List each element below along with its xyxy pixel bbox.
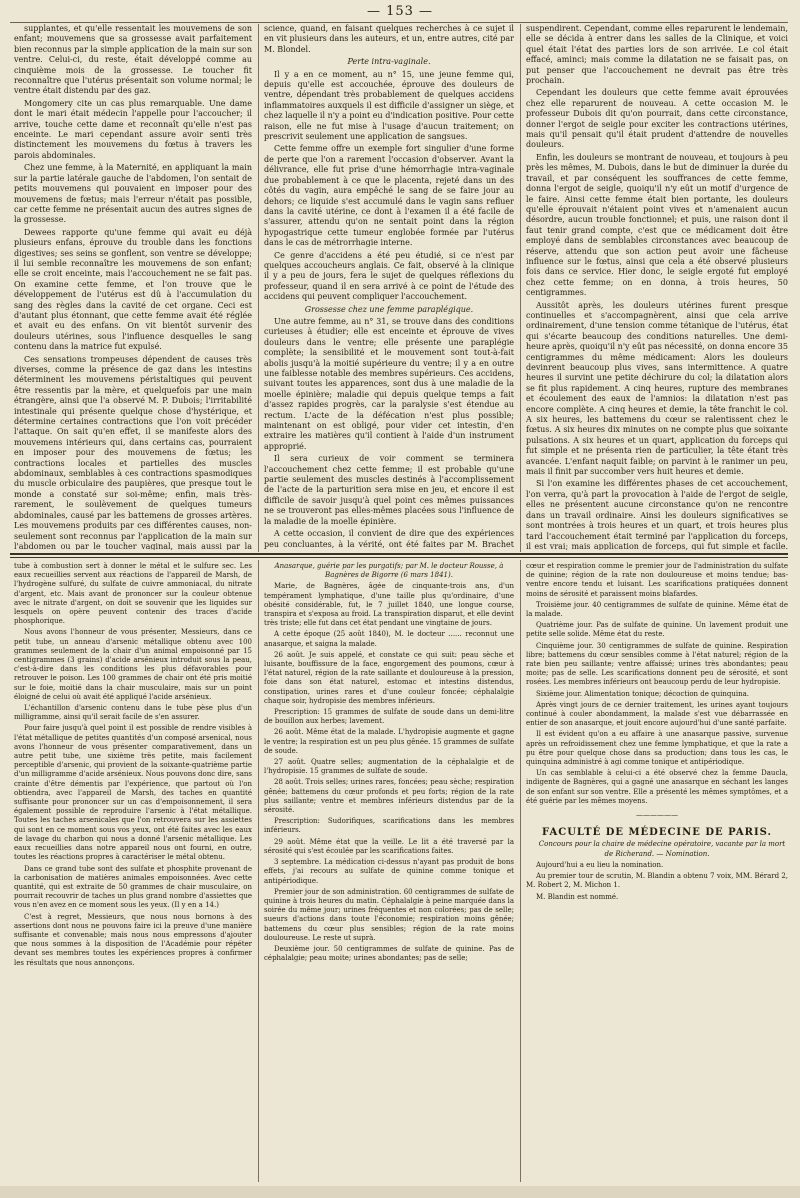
paragraph: Deuxième jour. 50 centigrammes de sulfate de quinine. Pas de céphalalgie; peau moite; urines abondantes; pas de selle; [264, 944, 514, 963]
paragraph: Nous avons l'honneur de vous présenter, Messieurs, dans ce petit tube, un anneau d'arsenic métallique obtenu avec 100 grammes seulement de la chair d'un animal empoisonné par 15 centigrammes (3 grains) d'acide arsénieux introduit sous la peau, c'est-à-dire dans les conditions les plus défavorables pour retrouver le poison. Les 100 grammes de chair ont été pris moitié sur le foie, moitié dans la chair musculaire, mais sur un point éloigné de celui où avait été appliqué l'acide arsénieux. [14, 628, 252, 701]
paragraph: L'échantillon d'arsenic contenu dans le tube pèse plus d'un milligramme, ainsi qu'il serait facile de s'en assurer. [14, 704, 252, 722]
page-bottom-margin [0, 1186, 800, 1198]
paragraph: Enfin, les douleurs se montrant de nouveau, et toujours à peu près les mêmes, M. Dubois, dans le but de diminuer la durée du travail, et par conséquent les souffrances de cette femme, donna l'ergot de seigle, quoiqu'il n'y eût un motif d'urgence de le faire. Ainsi cette femme était bien portante, les douleurs qu'elle éprouvait n'étaient point vives et n'amenaient aucun désordre, aucun trouble fonctionnel; et puis, une raison dont il faut tenir grand compte, c'est que ce médicament doit être employé dans de semblables circonstances avec beaucoup de réserve, attendu que son action peut avoir une fâcheuse influence sur le fœtus, ainsi que cela a été observé plusieurs fois dans ce service. Hier donc, le seigle ergoté fut employé chez cette femme; on en donna, à trois heures, 50 centigrammes. [526, 152, 788, 298]
paragraph: Pour faire jusqu'à quel point il est possible de rendre visibles à l'état métallique de petites quantités d'un composé arsenical, nous avons l'honneur de vous présenter comparativement, dans un autre petit tube, une sixième très petite, mais facilement perceptible d'arsenic, qui provient de la soixante-quatrième partie d'un milligramme d'acide arsénieux. Nous pouvons donc dire, sans crainte d'être démentis par l'expérience, que partout où l'on obtiendra, avec l'appareil de Marsh, des taches en quantité suffisante pour prononcer sur un cas d'empoisonnement, il sera également possible de reproduire l'arsenic à l'état métallique. Toutes les taches arsenicales que l'on retrouvera sur les assiettes qui sont en ce moment sous vos yeux, ont été faites avec les eaux de lavage du charbon qui nous a donné l'arsenic métallique. Les eaux recueillies dans notre appareil nous ont fourni, en outre, toutes les réactions propres à caractériser le métal obtenu. [14, 724, 252, 862]
ornament-divider: —————— [636, 811, 678, 820]
paragraph: Cinquième jour. 30 centigrammes de sulfate de quinine. Respiration libre; battemens du cœur sensibles comme à l'état naturel; région de la rate bien peu saillante; ventre affaissé; urines très abondantes; peau moite; pas de selle. Les scarifications donnent peu de sérosité, et sont rosées. Les membres inférieurs ont beaucoup perdu de leur hydropisie. [526, 641, 788, 687]
paragraph: Dans ce grand tube sont des sulfate et phosphite provenant de la carbonisation de matières animales empoisonnées. Avec cette quantité, qui est extraite de 50 grammes de chair musculaire, on pourrait recouvrir de taches un plus grand nombre d'assiettes que vous n'en avez en ce moment sous les yeux. (Il y en a 14.) [14, 864, 252, 910]
paragraph: M. Blandin est nommé. [536, 892, 619, 901]
paragraph: Prescription: Sudorifiques, scarifications dans les membres inférieurs. [264, 817, 514, 835]
top-column-1 [14, 24, 252, 550]
paragraph: A cette occasion, il convient de dire que des expériences peu concluantes, à la vérité, ont été faites par M. Brachet [264, 529, 514, 549]
column-divider [520, 560, 521, 1182]
paragraph: Ce genre d'accidens a été peu étudié, si ce n'est par quelques accoucheurs anglais. Ce fait, observé à la clinique il y a peu de jours, fera le sujet de quelques réflexions du professeur, quand il en sera arrivé à ce point de l'étude des accidens qui peuvent compliquer l'accouchement. [264, 250, 514, 302]
paragraph: 26 août. Même état de la malade. L'hydropisie augmente et gagne le ventre; la respiration est un peu plus gênée. 15 grammes de sulfate de soude. [264, 728, 514, 755]
paragraph: C'est à regret, Messieurs, que nous nous bornons à des assertions dont nous ne pouvons faire ici la preuve d'une manière suffisante et convenable; mais nous nous empressons d'ajouter que nous sommes à la disposition de l'Académie pour répéter devant ses membres toutes les expériences propres à confirmer les résultats que nous annonçons. [14, 912, 252, 967]
paragraph: Si l'on examine les différentes phases de cet accouchement, l'on verra, qu'à part la provocation à l'aide de l'ergot de seigle, elles ne présentent aucune circonstance qu'on ne rencontre dans un travail ordinaire. Ainsi les douleurs significatives se sont montrées à trois heures et un quart, et trois heures plus tard l'accouchement était terminé par l'application du forceps, il est vrai; mais application de forceps, qui fut simple et facile. [526, 479, 788, 550]
section-heading: Perte intra-vaginale. [347, 57, 431, 67]
paragraph: Aussitôt après, les douleurs utérines furent presque continuelles et s'accompagnèrent, ainsi que cela arrive ordinairement, d'une tension comme tétanique de l'utérus, état qui s'écarte beaucoup des conditions naturelles. Une demi-heure après, quoiqu'il n'y eût pas nécessité, on donna encore 35 centigrammes du même médicament: Alors les douleurs devinrent beaucoup plus vives, sans intermittence. A quatre heures il survint une petite déchirure du col; la dilatation alors se fit plus rapidement. A cinq heures, rupture des membranes et écoulement des eaux de l'amnios: la dilatation n'est pas encore complète. A cinq heures et demie, la tête franchit le col. A six heures, les battemens du cœur se ralentissent chez le fœtus. A six heures dix minutes on ne compte plus que soixante pulsations. A six heures et un quart, application du forceps qui fut simple et ne présenta rien de particulier, la tête étant très avancée. L'enfant naquit faible; on parvint à le ranimer un peu, mais il finit par succomber vers huit heures et demie. [526, 300, 788, 477]
paragraph: supplantes, et qu'elle ressentait les mouvemens de son enfant; mouvemens que sa grossesse avait parfaitement bien reconnus par la simple application de la main sur son ventre. Celui-ci, du reste, était développé comme au cinquième mois de la grossesse. Le toucher fit reconnaître que l'utérus présentait son volume normal; le ventre était distendu par des gaz. [14, 24, 252, 96]
top-rule [10, 22, 788, 23]
section-divider-thin [10, 557, 788, 558]
paragraph: 26 août. Je suis appelé, et constate ce qui suit: peau sèche et luisante, bouffissure de la face, engorgement des poumons, cœur à l'état naturel, région de la rate saillante et douloureuse à la pression, foie dans son état naturel, estomac et intestins distendus, constipation, urines rares et d'une couleur foncée; céphalalgie chaque soir, hydropisie des membres inférieurs. [264, 650, 514, 705]
paragraph: Quatrième jour. Pas de sulfate de quinine. Un lavement produit une petite selle solide. Même état du reste. [526, 621, 788, 639]
paragraph: 28 août. Trois selles; urines rares, foncées; peau sèche; respiration gênée; battemens du cœur profonds et peu forts; région de la rate plus saillante; ventre et membres inférieurs distendus par de la sérosité. [264, 778, 514, 815]
paragraph: Mongomery cite un cas plus remarquable. Une dame dont le mari était médecin l'appelle pour l'accoucher; il arrive, touche cette dame et reconnaît qu'elle n'est pas enceinte. Le mari cependant assure avoir senti très distinctement les mouvemens du fœtus à travers les parois abdominales. [14, 98, 252, 160]
paragraph: 27 août. Quatre selles; augmentation de la céphalalgie et de l'hydropisie. 15 grammes de sulfate de soude. [264, 758, 514, 776]
section-divider [10, 553, 788, 555]
paragraph: Chez une femme, à la Maternité, en appliquant la main sur la partie latérale gauche de l'abdomen, l'on sentait de petits mouvemens qui pouvaient en imposer pour des mouvemens de fœtus; mais l'erreur n'était pas possible, car cette femme ne présentait aucun des autres signes de la grossesse. [14, 163, 252, 225]
paragraph: Après vingt jours de ce dernier traitement, les urines ayant toujours continué à couler abondamment, la malade s'est vue débarrassée en entier de son anasarque, et jouit encore aujourd'hui d'une santé parfaite. [526, 700, 788, 728]
paragraph: Une autre femme, au n° 31, se trouve dans des conditions curieuses à étudier; elle est enceinte et éprouve de vives douleurs dans le ventre; elle présente une paraplégie complète; la sensibilité et le mouvement sont tout-à-fait abolis jusqu'à la moitié supérieure du ventre; il y a en outre une faiblesse notable des membres supérieurs. Ces accidens, suivant toutes les apparences, sont dus à une maladie de la moelle épinière; maladie qui depuis quelque temps a fait d'assez rapides progrès, car la paralysie s'est étendue au rectum. L'acte de la défécation n'est plus possible; maintenant on est obligé, pour vider cet intestin, d'en extraire les matières qu'il contient à l'aide d'un instrument approprié. [264, 316, 514, 451]
top-column-2 [264, 24, 514, 550]
paragraph: A cette époque (25 août 1840), M. le docteur ...... reconnut une anasarque, et saigna la malade. [264, 630, 514, 648]
paragraph: Il est évident qu'on a eu affaire à une anasarque passive, survenue après un refroidissement chez une femme lymphatique, et que la rate a pu être pour quelque chose dans sa production; dans tous les cas, le quinquina administré à agi comme tonique et antipériodique. [526, 730, 788, 767]
paragraph: Cette femme offre un exemple fort singulier d'une forme de perte que l'on a rarement l'occasion d'observer. Avant la délivrance, elle fut prise d'une hémorrhagie intra-vaginale due probablement à ce que le placenta, rejeté dans un des côtés du vagin, aura empêché le sang de se faire jour au dehors; ce liquide s'est accumulé dans le vagin sans refluer dans la cavité utérine, ce dont à l'examen il a été facile de s'assurer, attendu qu'on ne sentait point dans la région hypogastrique cette tumeur englobée formée par l'utérus dans le cas de métrorrhagie interne. [264, 144, 514, 248]
faculty-heading: FACULTÉ DE MÉDECINE DE PARIS. [541, 827, 772, 839]
column-divider [520, 24, 521, 552]
paragraph: Ces sensations trompeuses dépendent de causes très diverses, comme la présence de gaz dans les intestins déterminent les mouvemens péristaltiques qui peuvent être ressentis par la mère, et quelquefois par une main étrangère, ainsi que l'a observé M. P. Dubois; l'irritabilité intestinale qui présente quelque chose d'hystérique, et détermine certaines contractions que l'on voit précéder l'attaque. On sait qu'en effet, il se manifeste alors des mouvemens intérieurs qui, dans certains cas, pourraient en imposer pour des mouvemens de fœtus; les contractions locales et partielles des muscles abdominaux, semblables à ces contractions spasmodiques du muscle orbiculaire des paupières, que presque tout le monde a constaté sur soi-même; enfin, mais très-rarement, le soulèvement de quelques tumeurs abdominales, causé par les battemens de grosses artères. Les mouvemens produits par ces différentes causes, non-seulement sont reconnus par l'application de la main sur l'abdomen ou par le toucher vaginal, mais aussi par la [14, 354, 252, 550]
paragraph: Marie, de Bagnères, âgée de cinquante-trois ans, d'un tempérament lymphatique, d'une taille plus qu'ordinaire, d'une obésité considérable, fut, le 7 juillet 1840, une longue course, transpira et s'exposa au froid. La transpiration disparut, et elle devint très triste; elle fut dans cet état pendant une vingtaine de jours. [264, 582, 514, 628]
column-divider [258, 24, 259, 552]
page-number: — 153 — [366, 4, 434, 19]
paragraph: Troisième jour. 40 centigrammes de sulfate de quinine. Même état de la malade. [526, 600, 788, 619]
paragraph: Un cas semblable à celui-ci a été observé chez la femme Daucla, indigente de Bagnères, qui a gagné une anasarque en séchant les langes de son enfant sur son ventre. Elle a présenté les mêmes symptômes, et a été guérie par les mêmes moyens. [526, 769, 788, 805]
paragraph: cœur et respiration comme le premier jour de l'administration du sulfate de quinine; région de la rate non douloureuse et moins tendue; bas-ventre encore tendu et luisant. Les scarifications pratiquées donnent moins de sérosité et paraissent moins blafardes. [526, 562, 788, 598]
paragraph: Il sera curieux de voir comment se terminera l'accouchement chez cette femme; il est probable qu'une partie seulement des muscles destinés à l'accomplissement de l'acte de la parturition sera mise en jeu, et encore il est difficile de savoir jusqu'à quel point ces mêmes puissances ne se trouveront pas elles-mêmes placées sous l'influence de la maladie de la moelle épinière. [264, 454, 514, 526]
paragraph: Sixième jour. Alimentation tonique; décoction de quinquina. [536, 689, 749, 698]
article-title: Anasarque, guérie par les purgatifs; par M. le docteur Rousse, à Bagnères de Bigorre (6 mars 1841). [274, 562, 504, 580]
paragraph: Cependant les douleurs que cette femme avait éprouvées chez elle reparurent de nouveau. A cette occasion M. le professeur Dubois dit qu'on pourrait, dans cette circonstance, donner l'ergot de seigle pour exciter les contractions utérines, mais qu'il pensait qu'il était prudent d'attendre de nouvelles douleurs. [526, 88, 788, 150]
bottom-column-3 [526, 562, 788, 1182]
paragraph: science, quand, en faisant quelques recherches à ce sujet il en vit plusieurs dans les auteurs, et un, entre autres, cité par M. Blondel. [264, 24, 514, 54]
paragraph: tube à combustion sert à donner le métal et le sulfure sec. Les eaux recueillies servent aux réactions de l'appareil de Marsh, de l'hydrogène sulfuré, du sulfate de cuivre ammoniacal, du nitrate d'argent, etc. Mais avant de prononcer sur la couleur obtenue avec le nitrate d'argent, on doit se souvenir que les liquides sur lesquels on opère peuvent contenir des traces d'acide phosphorique. [14, 562, 252, 626]
paragraph: 29 août. Même état que la veille. Le lit a été traversé par la sérosité qui s'est écoulée par les scarifications faites. [264, 837, 514, 855]
contest-subtitle: Concours pour la chaire de médecine opératoire, vacante par la mort de Richerand. — Nomination. [538, 840, 786, 858]
paragraph: 3 septembre. La médication ci-dessus n'ayant pas produit de bons effets, j'ai recours au sulfate de quinine comme tonique et antipériodique. [264, 858, 514, 885]
paragraph: Il y a en ce moment, au n° 15, une jeune femme qui, depuis qu'elle est accouchée, éprouve des douleurs de ventre, dépendant très probablement de quelques accidens inflammatoires auxquels il est difficile d'assigner un siège, et chez laquelle il n'y a point eu d'indication positive. Pour cette raison, elle ne fut mise à l'usage d'aucun traitement; on prescrivit seulement une application de sangsues. [264, 69, 514, 142]
paragraph: Premier jour de son administration. 60 centigrammes de sulfate de quinine à trois heures du matin. Céphalalgie à peine marquée dans la soirée du même jour; urines fréquentes et non colorées; pas de selle; sueurs d'actions dans toute l'économie; respiration moins gênée; battemens du cœur plus sensibles; région de la rate moins douloureuse. Le reste ut suprà. [264, 887, 514, 942]
paragraph: Prescription: 15 grammes de sulfate de soude dans un demi-litre de bouillon aux herbes; lavement. [264, 708, 514, 726]
bottom-column-1 [14, 562, 252, 1182]
paragraph: Au premier tour de scrutin, M. Blandin a obtenu 7 voix, MM. Bérard 2, M. Robert 2, M. Michon 1. [526, 872, 788, 890]
column-divider [258, 560, 259, 1182]
paragraph: Dewees rapporte qu'une femme qui avait eu déjà plusieurs enfans, éprouve du trouble dans les fonctions digestives; ses seins se gonflent, son ventre se développe; il lui semble reconnaître les mouvemens de son enfant; elle se croit enceinte, mais l'accouchement ne se fait pas. On examine cette femme, et l'on trouve que le développement de l'utérus est dû à l'accumulation du sang des règles dans la cavité de cet organe. Ceci est d'autant plus étonnant, que cette femme avait été réglée et avait eu des enfans. On vit bientôt survenir des douleurs utérines, sous l'influence desquelles le sang contenu dans la matrice fut expulsé. [14, 227, 252, 352]
top-column-3 [526, 24, 788, 550]
paragraph: Aujourd'hui a eu lieu la nomination. [536, 860, 664, 869]
paragraph: suspendirent. Cependant, comme elles reparurent le lendemain, elle se décida à entrer dans les salles de la Clinique, et voici quel était l'état des parties lors de son arrivée. Le col était effacé, aminci; mais comme la dilatation ne se faisait pas, on put penser que l'accouchement ne devrait pas être très prochain. [526, 24, 788, 86]
bottom-column-2 [264, 562, 514, 1182]
section-heading: Grossesse chez une femme paraplégique. [304, 304, 474, 314]
